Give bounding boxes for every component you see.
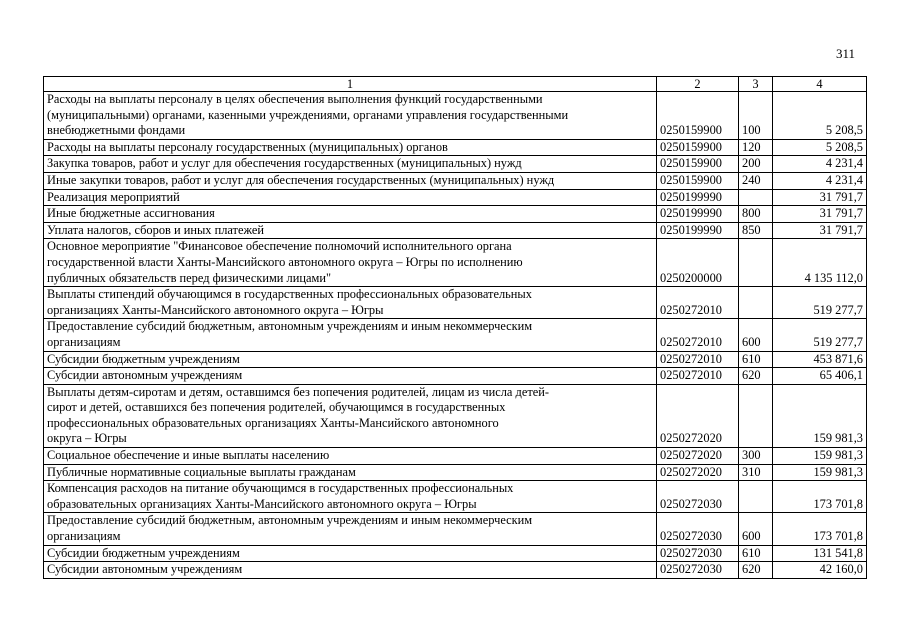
row-amount: 159 981,3: [773, 384, 867, 447]
row-description: Субсидии автономным учреждениям: [44, 368, 657, 385]
row-amount: 173 701,8: [773, 481, 867, 513]
row-expense-type: 850: [739, 222, 773, 239]
table-row: [44, 172, 867, 189]
row-code: 0250272020: [657, 464, 739, 481]
row-description: Предоставление субсидий бюджетным, автономным учреждениям и иным некоммерческим организациям: [44, 319, 657, 351]
row-expense-type: 240: [739, 172, 773, 189]
row-code: 0250272010: [657, 351, 739, 368]
table-row: [44, 545, 867, 562]
row-expense-type: 600: [739, 319, 773, 351]
row-code: 0250199990: [657, 222, 739, 239]
row-description: Уплата налогов, сборов и иных платежей: [44, 222, 657, 239]
row-code: 0250199990: [657, 206, 739, 223]
row-code: 0250272020: [657, 384, 739, 447]
table-row: [44, 384, 867, 447]
table-row: [44, 222, 867, 239]
row-expense-type: [739, 239, 773, 287]
table-row: [44, 239, 867, 287]
row-code: 0250272010: [657, 287, 739, 319]
row-amount: 4 231,4: [773, 156, 867, 173]
table-row: [44, 351, 867, 368]
table-row: [44, 319, 867, 351]
row-expense-type: 120: [739, 139, 773, 156]
row-expense-type: 610: [739, 545, 773, 562]
row-expense-type: [739, 189, 773, 206]
row-code: 0250159900: [657, 139, 739, 156]
row-expense-type: 620: [739, 368, 773, 385]
table-row: [44, 562, 867, 579]
row-code: 0250200000: [657, 239, 739, 287]
row-amount: 31 791,7: [773, 222, 867, 239]
row-code: 0250159900: [657, 92, 739, 140]
row-amount: 159 981,3: [773, 464, 867, 481]
row-code: 0250199990: [657, 189, 739, 206]
row-description: Расходы на выплаты персоналу в целях обеспечения выполнения функций государственными (муниципальными) органами, казенными учреждениями, органами управления государственными внебюджетными фондами: [44, 92, 657, 140]
row-description: Публичные нормативные социальные выплаты гражданам: [44, 464, 657, 481]
table-row: [44, 481, 867, 513]
row-amount: 65 406,1: [773, 368, 867, 385]
row-expense-type: [739, 384, 773, 447]
header-col-2: 2: [657, 77, 739, 92]
table-row: [44, 92, 867, 140]
row-description: Иные бюджетные ассигнования: [44, 206, 657, 223]
row-code: 0250272030: [657, 481, 739, 513]
budget-table: [43, 76, 867, 579]
row-description: Предоставление субсидий бюджетным, автономным учреждениям и иным некоммерческим организациям: [44, 513, 657, 545]
row-expense-type: [739, 287, 773, 319]
row-description: Выплаты детям-сиротам и детям, оставшимся без попечения родителей, лицам из числа детей- сирот и детей, оставшихся без попечения родителей, обучающимся в государственных профессиональных образовательных организациях Ханты-Мансийского автономного округа – Югры: [44, 384, 657, 447]
header-col-4: 4: [773, 77, 867, 92]
row-expense-type: 200: [739, 156, 773, 173]
row-code: 0250272030: [657, 545, 739, 562]
table-row: [44, 464, 867, 481]
row-expense-type: 310: [739, 464, 773, 481]
table-row: [44, 139, 867, 156]
row-code: 0250272030: [657, 562, 739, 579]
row-description: Основное мероприятие "Финансовое обеспечение полномочий исполнительного органа государственной власти Ханты-Мансийского автономного округа – Югры по исполнению публичных обязательств перед физическими лицами": [44, 239, 657, 287]
row-description: Субсидии автономным учреждениям: [44, 562, 657, 579]
row-code: 0250159900: [657, 156, 739, 173]
row-amount: 42 160,0: [773, 562, 867, 579]
row-description: Социальное обеспечение и иные выплаты населению: [44, 448, 657, 465]
row-amount: 4 135 112,0: [773, 239, 867, 287]
table-row: [44, 287, 867, 319]
row-description: Иные закупки товаров, работ и услуг для обеспечения государственных (муниципальных) нужд: [44, 172, 657, 189]
table-row: [44, 189, 867, 206]
row-expense-type: [739, 481, 773, 513]
row-description: Расходы на выплаты персоналу государственных (муниципальных) органов: [44, 139, 657, 156]
row-description: Реализация мероприятий: [44, 189, 657, 206]
table-row: [44, 368, 867, 385]
row-expense-type: 800: [739, 206, 773, 223]
row-code: 0250272010: [657, 319, 739, 351]
row-description: Компенсация расходов на питание обучающимся в государственных профессиональных образовательных организациях Ханты-Мансийского автономного округа – Югры: [44, 481, 657, 513]
row-code: 0250272030: [657, 513, 739, 545]
page-number: 311: [836, 46, 856, 61]
row-expense-type: 100: [739, 92, 773, 140]
row-description: Закупка товаров, работ и услуг для обеспечения государственных (муниципальных) нужд: [44, 156, 657, 173]
row-amount: 453 871,6: [773, 351, 867, 368]
header-col-1: 1: [44, 77, 657, 92]
row-amount: 519 277,7: [773, 319, 867, 351]
row-code: 0250272010: [657, 368, 739, 385]
row-amount: 173 701,8: [773, 513, 867, 545]
row-amount: 5 208,5: [773, 92, 867, 140]
table-row: [44, 156, 867, 173]
header-col-3: 3: [739, 77, 773, 92]
row-amount: 5 208,5: [773, 139, 867, 156]
row-expense-type: 610: [739, 351, 773, 368]
row-amount: 159 981,3: [773, 448, 867, 465]
row-amount: 4 231,4: [773, 172, 867, 189]
row-description: Выплаты стипендий обучающимся в государственных профессиональных образовательных организациях Ханты-Мансийского автономного округа – Югры: [44, 287, 657, 319]
header-row: [44, 77, 867, 92]
row-amount: 131 541,8: [773, 545, 867, 562]
table-row: [44, 513, 867, 545]
row-amount: 31 791,7: [773, 206, 867, 223]
row-description: Субсидии бюджетным учреждениям: [44, 545, 657, 562]
table-row: [44, 206, 867, 223]
row-description: Субсидии бюджетным учреждениям: [44, 351, 657, 368]
table-row: [44, 448, 867, 465]
row-code: 0250159900: [657, 172, 739, 189]
row-expense-type: 600: [739, 513, 773, 545]
row-expense-type: 620: [739, 562, 773, 579]
row-amount: 31 791,7: [773, 189, 867, 206]
row-code: 0250272020: [657, 448, 739, 465]
row-amount: 519 277,7: [773, 287, 867, 319]
row-expense-type: 300: [739, 448, 773, 465]
